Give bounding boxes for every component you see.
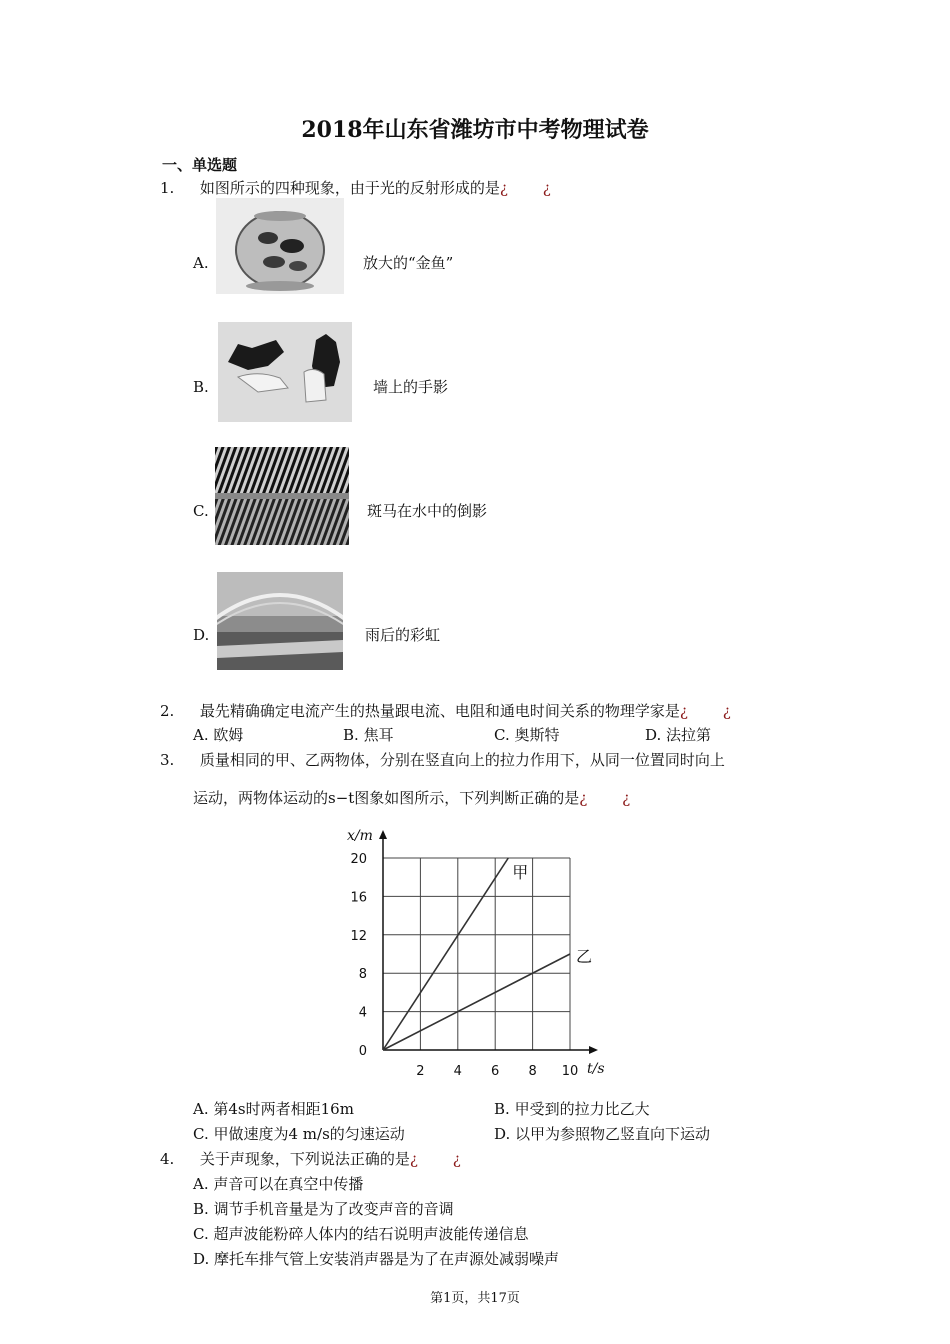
option-text: 摩托车排气管上安装消声器是为了在声源处减弱噪声 [214, 1250, 560, 1268]
y-tick-label: 8 [358, 967, 367, 983]
question-stem: 最先精确确定电流产生的热量跟电流、电阻和通电时间关系的物理学家是 [199, 702, 680, 720]
chart-axes [379, 830, 598, 1054]
option-letter: A. [193, 1175, 209, 1193]
section-heading: 一、单选题 [162, 156, 238, 174]
blank-mark: ¿ [542, 179, 551, 197]
chart-labels [347, 828, 605, 1079]
question-2 [160, 701, 731, 721]
option-text: 超声波能粉碎人体内的结石说明声波能传递信息 [213, 1225, 529, 1243]
question-stem: 质量相同的甲、乙两物体，分别在竖直向上的拉力作用下，从同一位置同时向上 [199, 751, 725, 769]
question-3-line2 [193, 788, 630, 808]
blank-mark: ¿ [679, 702, 688, 720]
st-graph [330, 820, 620, 1085]
option-text: 欧姆 [213, 726, 244, 744]
question-stem: 运动，两物体运动的s−t图象如图所示，下列判断正确的是 [193, 789, 580, 807]
question-number: 3. [160, 751, 175, 769]
blank-mark: ¿ [499, 179, 508, 197]
option-letter: D. [645, 726, 662, 744]
option-letter: B. [193, 378, 209, 396]
option-letter: A. [193, 1100, 209, 1118]
option-letter: B. [343, 726, 359, 744]
option-letter: A. [193, 254, 209, 272]
blank-mark: ¿ [452, 1150, 461, 1168]
option-letter: D. [494, 1125, 511, 1143]
y-axis-arrow [379, 830, 387, 839]
option-text: 以甲为参照物乙竖直向下运动 [515, 1125, 711, 1143]
zebra-reflection-image [215, 447, 349, 545]
option-text: 声音可以在真空中传播 [213, 1175, 364, 1193]
option-letter: C. [193, 1225, 209, 1243]
x-tick-label: 6 [491, 1064, 500, 1079]
chart-series [383, 858, 570, 1050]
option-text: 甲做速度为4 m/s的匀速运动 [213, 1125, 405, 1143]
option [193, 1099, 354, 1119]
option [193, 1199, 454, 1219]
option [193, 1174, 363, 1194]
option-letter: C. [494, 726, 510, 744]
y-tick-label: 4 [358, 1005, 367, 1021]
x-axis-label: t/s [587, 1061, 605, 1077]
option-text: 第4s时两者相距16m [213, 1100, 354, 1118]
option [645, 725, 711, 745]
question-number: 1. [160, 179, 175, 197]
goldfish-image [216, 198, 344, 294]
blank-mark: ¿ [722, 702, 731, 720]
option-letter: D. [193, 626, 210, 644]
option-text: 调节手机音量是为了改变声音的音调 [213, 1200, 454, 1218]
option-text: 甲受到的拉力比乙大 [514, 1100, 650, 1118]
blank-mark: ¿ [579, 789, 588, 807]
option [193, 725, 243, 745]
y-tick-label: 20 [350, 852, 367, 867]
y-axis-label: x/m [347, 828, 373, 844]
option [494, 1099, 650, 1119]
rainbow-image [217, 572, 343, 670]
x-tick-label: 4 [453, 1064, 462, 1079]
question-stem: 关于声现象，下列说法正确的是 [199, 1150, 410, 1168]
question-4 [160, 1149, 461, 1169]
option-letter: C. [193, 502, 209, 520]
x-tick-label: 10 [561, 1064, 579, 1079]
option-text: 放大的“金鱼” [363, 254, 454, 272]
y-tick-label: 12 [350, 928, 367, 944]
x-axis-arrow [589, 1046, 598, 1054]
option-letter: B. [193, 1200, 209, 1218]
option-text: 斑马在水中的倒影 [367, 502, 488, 520]
page-footer: 第1页，共17页 [430, 1291, 520, 1306]
x-tick-label: 2 [416, 1064, 425, 1079]
series-label: 乙 [576, 947, 593, 966]
option-letter: C. [193, 1125, 209, 1143]
question-stem: 如图所示的四种现象，由于光的反射形成的是 [199, 179, 500, 197]
question-1 [160, 178, 551, 198]
y-tick-label: 0 [358, 1044, 367, 1059]
blank-mark: ¿ [409, 1150, 418, 1168]
question-3 [160, 750, 725, 770]
blank-mark: ¿ [622, 789, 631, 807]
series-line [383, 954, 570, 1050]
option-letter: A. [193, 726, 209, 744]
option [193, 1124, 405, 1144]
option [193, 1224, 529, 1244]
option [494, 725, 560, 745]
y-tick-label: 16 [350, 890, 367, 906]
x-tick-label: 8 [528, 1064, 537, 1079]
hand-shadow-image [218, 322, 352, 422]
option-text: 焦耳 [363, 726, 394, 744]
series-label: 甲 [512, 863, 529, 882]
question-number: 4. [160, 1150, 175, 1168]
option-letter: D. [193, 1250, 210, 1268]
option-letter: B. [494, 1100, 510, 1118]
option-text: 雨后的彩虹 [365, 626, 441, 644]
question-number: 2. [160, 702, 175, 720]
option [343, 725, 394, 745]
page-title: 2018年山东省潍坊市中考物理试卷 [301, 117, 649, 143]
option-text: 墙上的手影 [373, 378, 449, 396]
option-text: 奥斯特 [514, 726, 560, 744]
chart-grid [383, 858, 570, 1050]
option [193, 1249, 559, 1269]
option-text: 法拉第 [666, 726, 712, 744]
option [494, 1124, 710, 1144]
series-line [383, 858, 508, 1050]
